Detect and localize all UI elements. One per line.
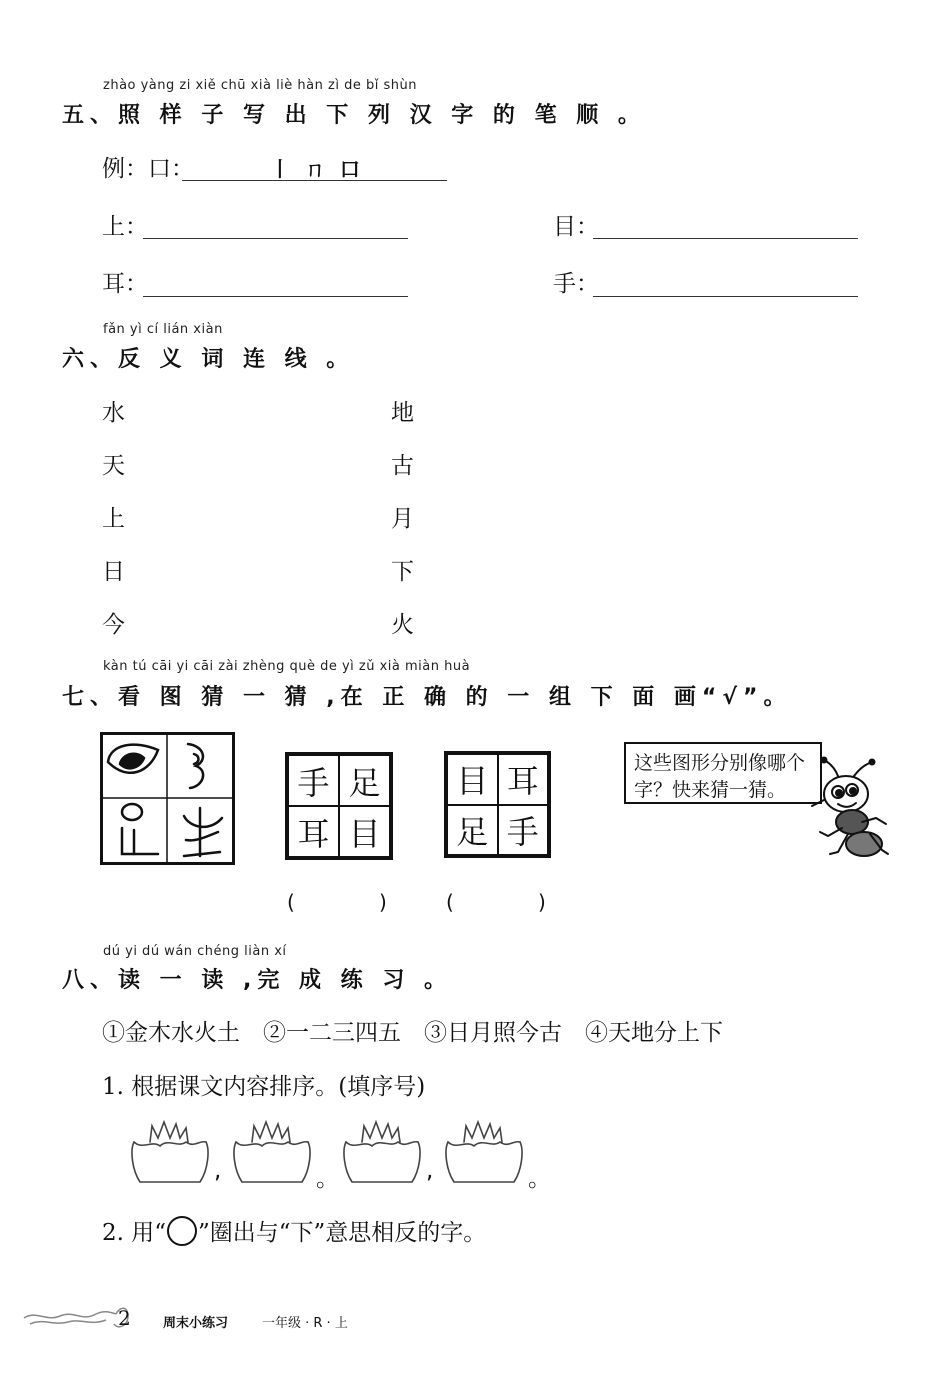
antonym-right-2[interactable]: 古 [391,453,414,479]
order-separator-2: 。 [316,1166,339,1192]
page-number: 2 [118,1306,131,1330]
footer-wave-decoration-icon [20,1296,130,1336]
footer-grade: 一年级 · R · 上 [262,1316,348,1331]
example-answer: 丨 ㄇ 口 [270,157,364,181]
grid-a-cell-3: 耳 [288,806,339,857]
answer-b-paren-open: ( [446,890,454,914]
answer-a-blank[interactable] [300,888,376,916]
grass-slot-2[interactable] [228,1120,316,1186]
grass-slot-4[interactable] [440,1120,528,1186]
antonym-left-5[interactable]: 今 [102,612,125,638]
antonym-left-3[interactable]: 上 [102,506,125,532]
footer-book-title: 周末小练习 [163,1316,229,1331]
question-2 [102,1214,486,1247]
stroke-item-shang-label: 上： [102,214,148,240]
answer-b-paren-close: ) [538,890,546,914]
question-2-prefix: 2. 用“ [102,1220,167,1246]
example-label: 例：口： [102,156,194,182]
grid-a-cell-4: 目 [339,806,390,857]
stroke-item-mu-label: 目： [553,214,599,240]
antonym-left-2[interactable]: 天 [102,453,125,479]
grid-b-cell-1: 目 [447,754,498,805]
grid-a-cell-1: 手 [288,755,339,806]
grid-b-cell-2: 耳 [498,754,549,805]
antonym-right-5[interactable]: 火 [391,612,414,638]
sec7-title: 七、看 图 猜 一 猜 ,在 正 确 的 一 组 下 面 画“√”。 [62,685,792,710]
grass-slot-1[interactable] [126,1120,214,1186]
stroke-item-mu-line[interactable] [593,238,858,239]
answer-a-paren-open: ( [287,890,295,914]
question-2-suffix: ”圈出与“下”意思相反的字。 [198,1220,487,1246]
sec8-title: 八、读 一 读 ,完 成 练 习 。 [62,968,452,993]
sec5-pinyin: zhào yàng zi xiě chū xià liè hàn zì de bǐ shùn [103,78,417,93]
question-1: 1. 根据课文内容排序。(填序号) [102,1074,426,1100]
option-grid-a[interactable] [285,752,393,860]
order-separator-3: , [426,1158,434,1184]
antonym-right-4[interactable]: 下 [391,559,414,585]
sec7-pinyin: kàn tú cāi yi cāi zài zhèng què de yì zǔ xià miàn huà [103,659,471,674]
text-options: ①金木水火土 ②一二三四五 ③日月照今古 ④天地分上下 [102,1020,723,1046]
sec5-title: 五、照 样 子 写 出 下 列 汉 字 的 笔 顺 。 [62,103,646,128]
stroke-item-er-line[interactable] [143,296,408,297]
order-separator-1: , [214,1158,222,1184]
antonym-right-3[interactable]: 月 [391,506,414,532]
stroke-item-shang-line[interactable] [143,238,408,239]
grid-a-cell-2: 足 [339,755,390,806]
antonym-left-1[interactable]: 水 [102,400,125,426]
antonym-left-4[interactable]: 日 [102,559,125,585]
circle-mark-icon [167,1216,197,1246]
hint-speech-bubble: 这些图形分别像哪个字？快来猜一猜。 [624,742,822,804]
answer-b-blank[interactable] [459,888,535,916]
sec6-pinyin: fǎn yì cí lián xiàn [103,322,223,337]
sec6-title: 六、反 义 词 连 线 。 [62,347,355,372]
ant-mascot-icon [808,756,894,862]
option-grid-b[interactable] [444,751,551,858]
sec8-pinyin: dú yi dú wán chéng liàn xí [103,944,287,959]
antonym-right-1[interactable]: 地 [391,400,414,426]
grid-b-cell-4: 手 [498,805,549,856]
pictograph-grid [100,732,235,865]
grass-slot-3[interactable] [338,1120,426,1186]
stroke-item-er-label: 耳： [102,271,148,297]
grid-b-cell-3: 足 [447,805,498,856]
answer-a-paren-close: ) [379,890,387,914]
stroke-item-shou-label: 手： [553,271,599,297]
order-separator-4: 。 [528,1166,551,1192]
stroke-item-shou-line[interactable] [593,296,858,297]
